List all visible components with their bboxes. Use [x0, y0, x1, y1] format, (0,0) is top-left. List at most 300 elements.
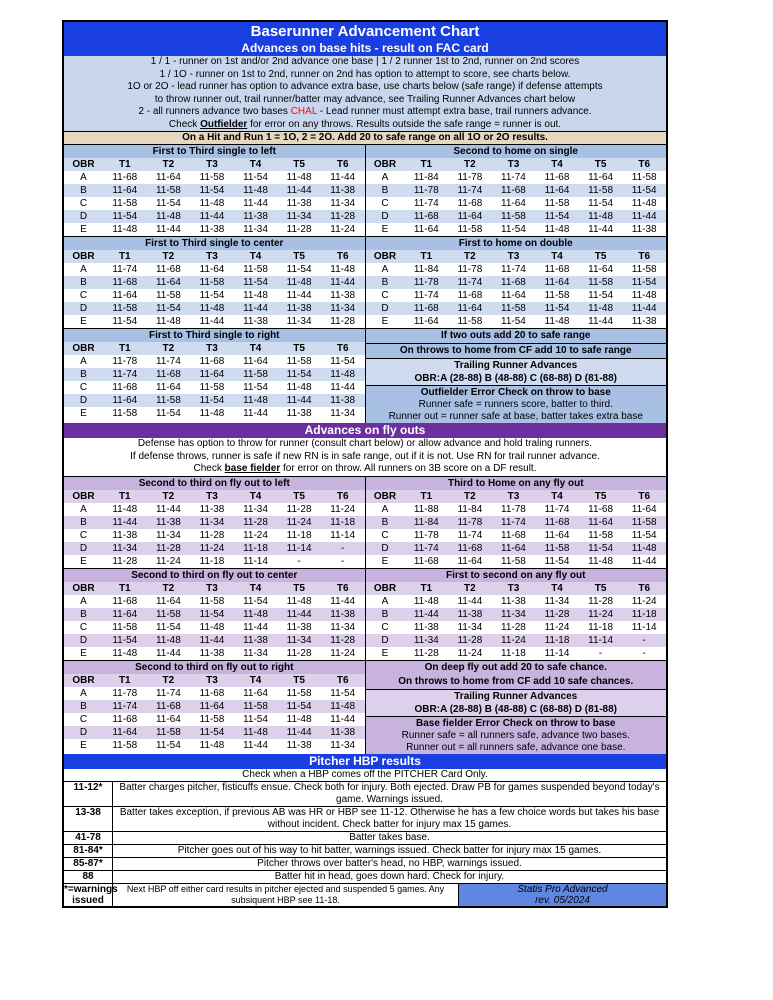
table-cell: D	[366, 634, 405, 647]
table-cell: 11-68	[405, 210, 449, 223]
table-cell: 11-74	[103, 700, 147, 713]
column-header: OBR	[64, 582, 103, 595]
table-cell: 11-58	[492, 555, 536, 568]
hits-left-column	[64, 145, 366, 423]
column-header: T3	[190, 674, 234, 687]
table-cell: 11-58	[622, 171, 666, 184]
table-cell: 11-68	[492, 529, 536, 542]
table-cell: 11-38	[147, 516, 191, 529]
table-cell: C	[64, 289, 103, 302]
table-cell: 11-64	[448, 555, 492, 568]
column-header: T3	[190, 342, 234, 355]
table-cell: 11-74	[492, 263, 536, 276]
table-cell: 11-54	[535, 210, 579, 223]
table-cell: 11-58	[190, 381, 234, 394]
table-cell: -	[321, 542, 365, 555]
table-cell: 11-24	[277, 516, 321, 529]
column-header: T3	[492, 250, 536, 263]
table-cell: 11-48	[103, 647, 147, 660]
table-cell: 11-58	[622, 263, 666, 276]
odds-table	[366, 236, 667, 328]
table-cell: 11-44	[321, 276, 365, 289]
table-row	[366, 529, 667, 542]
table-cell: 11-58	[190, 713, 234, 726]
hbp-result: Batter takes exception, if previous AB was HR or HBP see 11-12. Otherwise he has a few choice words but takes his base without incident. Check batter for injury max 15 games.	[119, 807, 660, 830]
fly-grid	[64, 476, 666, 754]
column-header: T6	[321, 674, 365, 687]
table-cell: 11-28	[405, 647, 449, 660]
table-cell: B	[366, 516, 405, 529]
hits-right-tables	[366, 145, 667, 328]
hbp-row	[64, 806, 666, 831]
table-row	[64, 516, 365, 529]
table-cell: 11-54	[277, 700, 321, 713]
fly-trail-values: OBR:A (28-88) B (48-88) C (68-88) D (81-88)	[414, 703, 617, 715]
table-cell: 11-28	[277, 647, 321, 660]
table-cell: 11-34	[405, 634, 449, 647]
table-cell: 11-38	[622, 223, 666, 236]
table-cell: 11-34	[277, 634, 321, 647]
table-cell: 11-58	[147, 726, 191, 739]
column-header: T3	[492, 490, 536, 503]
table-cell: 11-44	[234, 302, 278, 315]
table-cell: 11-38	[321, 608, 365, 621]
hbp-result: Batter charges pitcher, fisticuffs ensue. Check both for injury. Both ejected. Draw PB for games suspended beyond today's game. Warnings issued.	[119, 782, 660, 805]
hits-notes	[366, 328, 667, 423]
table-cell: 11-74	[103, 368, 147, 381]
table-cell: B	[64, 276, 103, 289]
hbp-check-note: Check when a HBP comes off the PITCHER Card Only.	[64, 769, 666, 782]
table-cell: 11-48	[535, 223, 579, 236]
table-cell: 11-38	[448, 608, 492, 621]
table-cell: B	[366, 608, 405, 621]
table-cell: 11-58	[190, 171, 234, 184]
fly-line-3a: Check	[193, 463, 222, 474]
table-cell: 11-54	[492, 315, 536, 328]
column-header: T3	[190, 490, 234, 503]
table-row	[64, 687, 365, 700]
column-header: T4	[234, 342, 278, 355]
two-outs-note: If two outs add 20 to safe range	[366, 329, 667, 344]
table-cell: 11-44	[277, 289, 321, 302]
table-row	[366, 289, 667, 302]
table-cell: 11-48	[147, 315, 191, 328]
table-cell: 11-48	[277, 171, 321, 184]
table-row	[64, 355, 365, 368]
column-header: T1	[405, 158, 449, 171]
column-header: OBR	[64, 674, 103, 687]
table-cell: 11-44	[321, 595, 365, 608]
table-cell: 11-48	[190, 407, 234, 420]
table-cell: 11-58	[103, 739, 147, 752]
odds-table	[366, 477, 667, 568]
table-cell: E	[64, 739, 103, 752]
table-cell: D	[64, 302, 103, 315]
column-header: T3	[190, 582, 234, 595]
hits-right-column	[366, 145, 667, 423]
table-cell: 11-58	[103, 407, 147, 420]
table-cell: 11-54	[147, 407, 191, 420]
table-cell: 11-44	[448, 595, 492, 608]
table-cell: B	[366, 276, 405, 289]
column-header: T4	[234, 582, 278, 595]
table-cell: 11-88	[405, 503, 449, 516]
hbp-result: Batter takes base.	[349, 832, 430, 843]
table-cell: 11-44	[190, 315, 234, 328]
table-cell: 11-48	[622, 197, 666, 210]
base-fielder-label: base fielder	[224, 463, 281, 474]
table-cell: 11-28	[190, 529, 234, 542]
table-cell: 11-14	[579, 634, 623, 647]
table-cell: 11-78	[448, 171, 492, 184]
edition-rev: rev. 05/2024	[535, 895, 590, 906]
table-cell: 11-54	[535, 302, 579, 315]
table-cell: 11-34	[448, 621, 492, 634]
table-cell: A	[64, 503, 103, 516]
table-row	[64, 276, 365, 289]
table-cell: 11-78	[448, 516, 492, 529]
hits-line-2: 1 / 1O - runner on 1st to 2nd, runner on 2nd has option to attempt to score, see charts below.	[159, 68, 571, 80]
table-cell: 11-38	[234, 210, 278, 223]
table-cell: 11-44	[190, 210, 234, 223]
column-header: T4	[234, 250, 278, 263]
table-cell: 11-74	[405, 289, 449, 302]
table-cell: 11-18	[535, 634, 579, 647]
table-cell: D	[64, 394, 103, 407]
table-row	[366, 647, 667, 660]
odds-table	[64, 145, 365, 236]
section-fly-header: Advances on fly outs	[64, 423, 666, 438]
table-cell: 11-64	[147, 381, 191, 394]
table-cell: 11-54	[579, 542, 623, 555]
table-cell: B	[64, 700, 103, 713]
table-cell: 11-48	[190, 197, 234, 210]
table-cell: E	[64, 223, 103, 236]
table-cell: 11-44	[234, 407, 278, 420]
table-cell: 11-68	[535, 516, 579, 529]
table-cell: -	[622, 647, 666, 660]
table-cell: -	[579, 647, 623, 660]
table-cell: 11-74	[492, 516, 536, 529]
table-cell: 11-48	[277, 595, 321, 608]
table-cell: 11-54	[103, 634, 147, 647]
table-cell: 11-78	[103, 355, 147, 368]
column-header: T4	[535, 582, 579, 595]
table-cell: 11-68	[190, 687, 234, 700]
column-header: T1	[103, 490, 147, 503]
table-cell: A	[366, 263, 405, 276]
table-cell: 11-54	[622, 529, 666, 542]
hbp-table	[64, 781, 666, 883]
column-header: T2	[448, 250, 492, 263]
table-cell: 11-58	[147, 289, 191, 302]
fly-notes	[366, 660, 667, 754]
table-cell: 11-14	[277, 542, 321, 555]
table-cell: D	[64, 210, 103, 223]
table-cell: 11-54	[190, 289, 234, 302]
column-header: T1	[405, 250, 449, 263]
of-error-safe: Runner safe = runners score, batter to third.	[418, 399, 613, 410]
column-header: T1	[405, 490, 449, 503]
column-header: T4	[535, 250, 579, 263]
table-cell: C	[64, 713, 103, 726]
table-cell: 11-38	[321, 726, 365, 739]
table-title: Third to Home on any fly out	[366, 477, 667, 490]
table-cell: B	[64, 516, 103, 529]
hits-line-6a: Check	[168, 118, 198, 130]
hits-grid	[64, 145, 666, 423]
table-cell: 11-44	[103, 516, 147, 529]
column-header: OBR	[366, 250, 405, 263]
fly-line-1: Defense has option to throw for runner (consult chart below) or allow advance and hold traling runners.	[137, 438, 593, 449]
table-cell: 11-68	[103, 171, 147, 184]
odds-table	[64, 236, 365, 328]
hbp-footer-note: Next HBP off either card results in pitcher ejected and suspended 5 games. Any subsiquent HBP see 11-18.	[113, 884, 459, 906]
table-cell: 11-28	[277, 223, 321, 236]
table-row	[64, 503, 365, 516]
column-header: T6	[321, 250, 365, 263]
fly-line-3b: for error on throw. All runners on 3B score on a DF result.	[283, 463, 537, 474]
outfielder-label: Outfielder	[200, 118, 248, 130]
table-cell: 11-48	[277, 276, 321, 289]
table-cell: 11-74	[103, 263, 147, 276]
column-header: T5	[277, 582, 321, 595]
table-cell: 11-58	[535, 197, 579, 210]
table-cell: 11-38	[234, 634, 278, 647]
column-header: T4	[535, 490, 579, 503]
table-row	[64, 595, 365, 608]
table-row	[64, 394, 365, 407]
table-row	[64, 210, 365, 223]
table-row	[64, 223, 365, 236]
table-cell: 11-64	[535, 529, 579, 542]
table-row	[64, 739, 365, 752]
table-cell: 11-64	[405, 315, 449, 328]
table-row	[64, 197, 365, 210]
table-cell: 11-78	[492, 503, 536, 516]
table-cell: 11-48	[190, 302, 234, 315]
cf-throw-note: On throws to home from CF add 10 to safe range	[366, 344, 667, 359]
table-cell: 11-34	[492, 608, 536, 621]
hbp-row	[64, 870, 666, 883]
column-header: T1	[103, 582, 147, 595]
table-cell: 11-58	[622, 516, 666, 529]
table-title: Second to home on single	[366, 145, 667, 158]
column-header: T2	[147, 674, 191, 687]
table-row	[366, 171, 667, 184]
table-cell: 11-24	[448, 647, 492, 660]
table-row	[64, 542, 365, 555]
table-cell: B	[64, 368, 103, 381]
table-cell: 11-68	[103, 276, 147, 289]
table-cell: 11-44	[321, 713, 365, 726]
table-cell: 11-58	[277, 687, 321, 700]
column-header: T4	[535, 158, 579, 171]
table-cell: 11-84	[405, 263, 449, 276]
column-header: T5	[579, 490, 623, 503]
table-title: Second to third on fly out to center	[64, 568, 365, 582]
table-cell: 11-54	[277, 368, 321, 381]
fly-right-tables	[366, 477, 667, 660]
table-cell: 11-68	[405, 302, 449, 315]
table-row	[366, 516, 667, 529]
table-cell: 11-58	[448, 223, 492, 236]
table-cell: 11-68	[492, 184, 536, 197]
fly-line-2: If defense throws, runner is safe if new RN is in safe range, out if it is not. Use RN for trail runner advance.	[130, 450, 600, 462]
table-row	[64, 315, 365, 328]
table-cell: 11-28	[234, 516, 278, 529]
table-cell: 11-64	[579, 263, 623, 276]
table-cell: 11-38	[190, 223, 234, 236]
column-header: OBR	[64, 490, 103, 503]
table-cell: 11-74	[535, 503, 579, 516]
table-cell: 11-48	[321, 263, 365, 276]
table-row	[64, 700, 365, 713]
table-cell: A	[366, 503, 405, 516]
table-cell: 11-64	[579, 516, 623, 529]
table-cell: 11-48	[321, 368, 365, 381]
fly-cf-throw-note: On throws to home from CF add 10 safe chances.	[366, 675, 667, 690]
table-cell: 11-28	[103, 555, 147, 568]
table-cell: 11-48	[147, 634, 191, 647]
table-row	[366, 608, 667, 621]
hits-line-1: 1 / 1 - runner on 1st and/or 2nd advance one base | 1 / 2 runner 1st to 2nd, runner on 2nd scores	[150, 56, 580, 67]
table-cell: 11-58	[535, 542, 579, 555]
table-cell: 11-44	[321, 171, 365, 184]
table-cell: 11-54	[321, 355, 365, 368]
table-cell: 11-68	[147, 368, 191, 381]
table-cell: 11-54	[103, 210, 147, 223]
table-cell: 11-38	[277, 739, 321, 752]
hbp-range: 41-78	[64, 832, 113, 844]
table-cell: 11-58	[147, 184, 191, 197]
table-cell: 11-38	[103, 529, 147, 542]
table-cell: 11-44	[234, 739, 278, 752]
table-row	[64, 368, 365, 381]
table-cell: 11-68	[448, 289, 492, 302]
table-cell: 11-44	[277, 394, 321, 407]
table-cell: 11-58	[103, 197, 147, 210]
table-cell: 11-38	[190, 647, 234, 660]
table-row	[64, 713, 365, 726]
table-cell: 11-58	[277, 355, 321, 368]
table-cell: 11-24	[321, 647, 365, 660]
table-cell: 11-28	[321, 315, 365, 328]
column-header: T6	[622, 250, 666, 263]
table-cell: 11-68	[190, 355, 234, 368]
column-header: T1	[405, 582, 449, 595]
table-cell: 11-54	[234, 713, 278, 726]
table-cell: 11-48	[321, 700, 365, 713]
table-cell: 11-24	[321, 503, 365, 516]
table-cell: 11-68	[535, 171, 579, 184]
hbp-footer	[64, 883, 666, 906]
odds-table	[64, 660, 365, 752]
table-cell: E	[366, 647, 405, 660]
hits-line-5a: 2 - all runners advance two bases	[138, 106, 288, 117]
table-cell: 11-58	[103, 302, 147, 315]
table-cell: A	[64, 355, 103, 368]
table-cell: 11-64	[448, 210, 492, 223]
table-cell: 11-68	[103, 595, 147, 608]
table-cell: 11-54	[190, 394, 234, 407]
column-header: T4	[234, 490, 278, 503]
table-row	[64, 184, 365, 197]
table-cell: 11-18	[579, 621, 623, 634]
hbp-range: 11-12*	[64, 782, 113, 806]
column-header: T5	[277, 158, 321, 171]
table-cell: 11-54	[535, 555, 579, 568]
table-row	[366, 634, 667, 647]
table-cell: 11-64	[147, 595, 191, 608]
hits-line-5	[64, 106, 666, 119]
table-cell: 11-48	[234, 608, 278, 621]
table-cell: 11-34	[277, 210, 321, 223]
table-cell: -	[277, 555, 321, 568]
table-title: First to second on any fly out	[366, 568, 667, 582]
table-cell: 11-78	[103, 687, 147, 700]
table-cell: 11-48	[579, 302, 623, 315]
table-row	[366, 542, 667, 555]
odds-table	[64, 477, 365, 568]
table-cell: 11-24	[535, 621, 579, 634]
table-row	[64, 171, 365, 184]
table-cell: A	[64, 263, 103, 276]
table-cell: 11-34	[321, 407, 365, 420]
table-cell: 11-34	[321, 302, 365, 315]
table-cell: 11-64	[103, 394, 147, 407]
table-cell: 11-44	[147, 503, 191, 516]
table-cell: 11-54	[234, 276, 278, 289]
table-cell: 11-54	[147, 621, 191, 634]
column-header: T2	[147, 490, 191, 503]
table-cell: -	[622, 634, 666, 647]
table-cell: 11-64	[579, 171, 623, 184]
table-row	[366, 223, 667, 236]
table-cell: 11-38	[321, 184, 365, 197]
table-cell: 11-28	[448, 634, 492, 647]
column-header: T5	[277, 674, 321, 687]
column-header: T6	[321, 342, 365, 355]
table-cell: 11-24	[147, 555, 191, 568]
table-cell: 11-58	[103, 621, 147, 634]
table-cell: 11-38	[277, 302, 321, 315]
table-cell: 11-34	[321, 739, 365, 752]
table-title: Second to third on fly out to right	[64, 660, 365, 674]
fly-trail-title: Trailing Runner Advances	[454, 690, 578, 702]
table-cell: 11-38	[405, 621, 449, 634]
table-cell: A	[366, 595, 405, 608]
table-cell: 11-64	[405, 223, 449, 236]
table-cell: 11-38	[622, 315, 666, 328]
table-cell: 11-48	[234, 184, 278, 197]
table-cell: E	[64, 555, 103, 568]
table-cell: D	[64, 542, 103, 555]
table-cell: 11-68	[103, 713, 147, 726]
table-cell: 11-58	[448, 315, 492, 328]
table-cell: 11-38	[190, 503, 234, 516]
bf-error-safe: Runner safe = all runners safe, advance two bases.	[401, 729, 630, 741]
table-cell: E	[366, 315, 405, 328]
table-cell: 11-44	[277, 608, 321, 621]
table-cell: C	[366, 197, 405, 210]
table-row	[366, 263, 667, 276]
table-cell: 11-74	[147, 355, 191, 368]
table-cell: 11-64	[103, 184, 147, 197]
table-cell: 11-84	[405, 171, 449, 184]
edition-box	[459, 884, 666, 906]
table-cell: 11-48	[190, 739, 234, 752]
